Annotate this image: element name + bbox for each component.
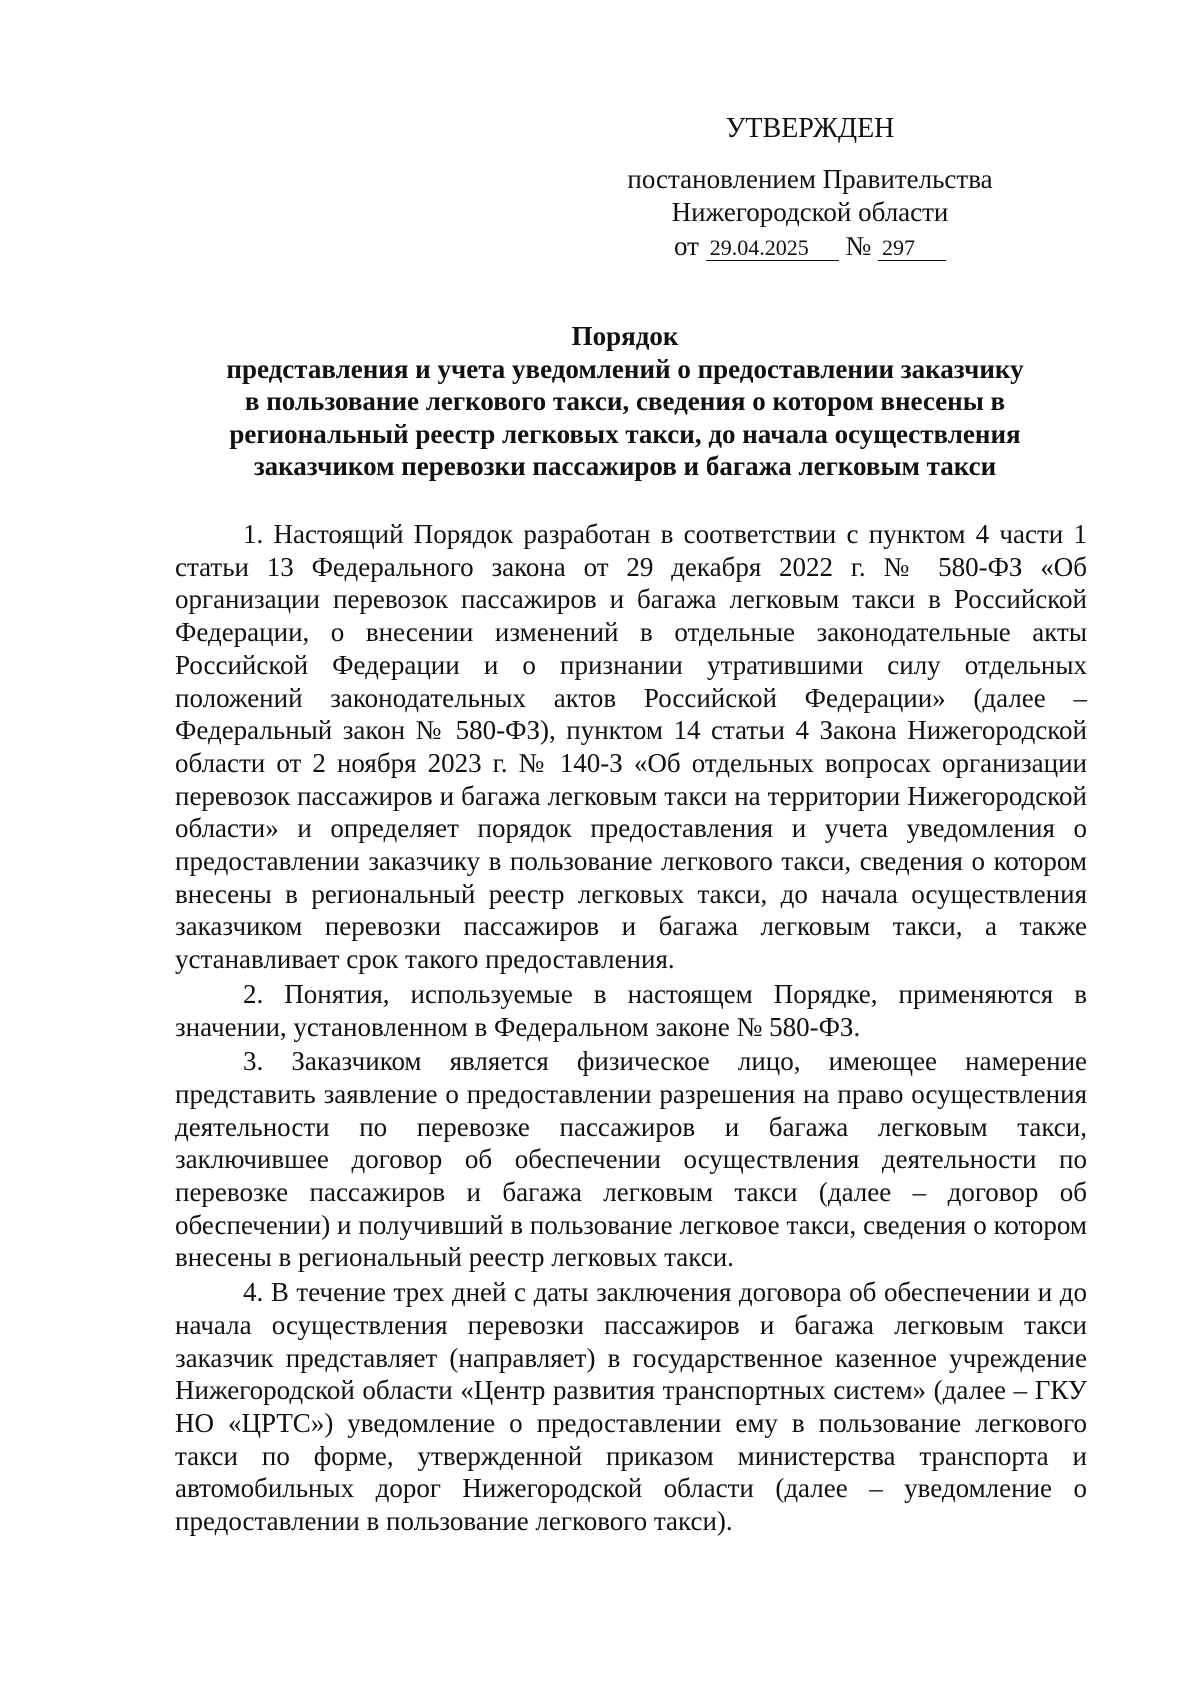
heading-line-4: заказчиком перевозки пассажиров и багажа легковым такси: [253, 451, 997, 481]
document-body: [175, 518, 1087, 1540]
heading-line-1: представления и учета уведомлений о предоставлении заказчику: [226, 353, 1024, 384]
heading-line-3: региональный реестр легковых такси, до начала осуществления: [229, 418, 1021, 449]
date-prefix: от: [674, 231, 699, 261]
approval-number: 297: [878, 236, 946, 261]
document-heading: [175, 320, 1075, 483]
paragraph-2: 2. Понятия, используемые в настоящем Порядке, применяются в значении, установленном в Федеральном законе № 580-ФЗ.: [175, 978, 1087, 1042]
paragraph-4: 4. В течение трех дней с даты заключения договора об обеспечении и до начала осуществления перевозки пассажиров и багажа легковым такси заказчик представляет (направляет) в государственное казенное учреждение Нижегородской области «Центр развития транспортных систем» (далее – ГКУ НО «ЦРТС») уведомление о предоставлении ему в пользование легкового такси по форме, утвержденной приказом министерства транспорта и автомобильных дорог Нижегородской области (далее – уведомление о предоставлении в пользование легкового такси).: [175, 1277, 1087, 1537]
approval-date: 29.04.2025: [706, 236, 839, 261]
heading-line-2: в пользование легкового такси, сведения о котором внесены в: [244, 386, 1006, 416]
heading-title: Порядок: [571, 321, 679, 351]
number-sign: №: [845, 231, 872, 261]
approval-line-1: постановлением Правительства: [627, 164, 993, 194]
paragraph-1: 1. Настоящий Порядок разработан в соответствии с пунктом 4 части 1 статьи 13 Федерального закона от 29 декабря 2022 г. № 580-ФЗ «Об организации перевозок пассажиров и багажа легковым такси в Российской Федерации, о внесении изменений в отдельные законодательные акты Российской Федерации и о признании утратившими силу отдельных положений законодательных актов Российской Федерации» (далее – Федеральный закон № 580-ФЗ), пунктом 14 статьи 4 Закона Нижегородской области от 2 ноября 2023 г. № 140-З «Об отдельных вопросах организации перевозок пассажиров и багажа легковым такси на территории Нижегородской области» и определяет порядок предоставления и учета уведомления о предоставлении заказчику в пользование легкового такси, сведения о котором внесены в региональный реестр легковых такси, до начала осуществления заказчиком перевозки пассажиров и багажа легковым такси, а также устанавливает срок такого предоставления.: [175, 519, 1087, 975]
paragraph-3: 3. Заказчиком является физическое лицо, имеющее намерение представить заявление о предоставлении разрешения на право осуществления деятельности по перевозке пассажиров и багажа легковым такси, заключившее договор об обеспечении осуществления деятельности по перевозке пассажиров и багажа легковым такси (далее – договор об обеспечении) и получивший в пользование легковое такси, сведения о котором внесены в региональный реестр легковых такси.: [175, 1046, 1087, 1273]
approval-line-2: Нижегородской области: [671, 197, 949, 227]
approval-date-line: [600, 230, 1020, 263]
approval-title: УТВЕРЖДЕН: [725, 113, 895, 144]
